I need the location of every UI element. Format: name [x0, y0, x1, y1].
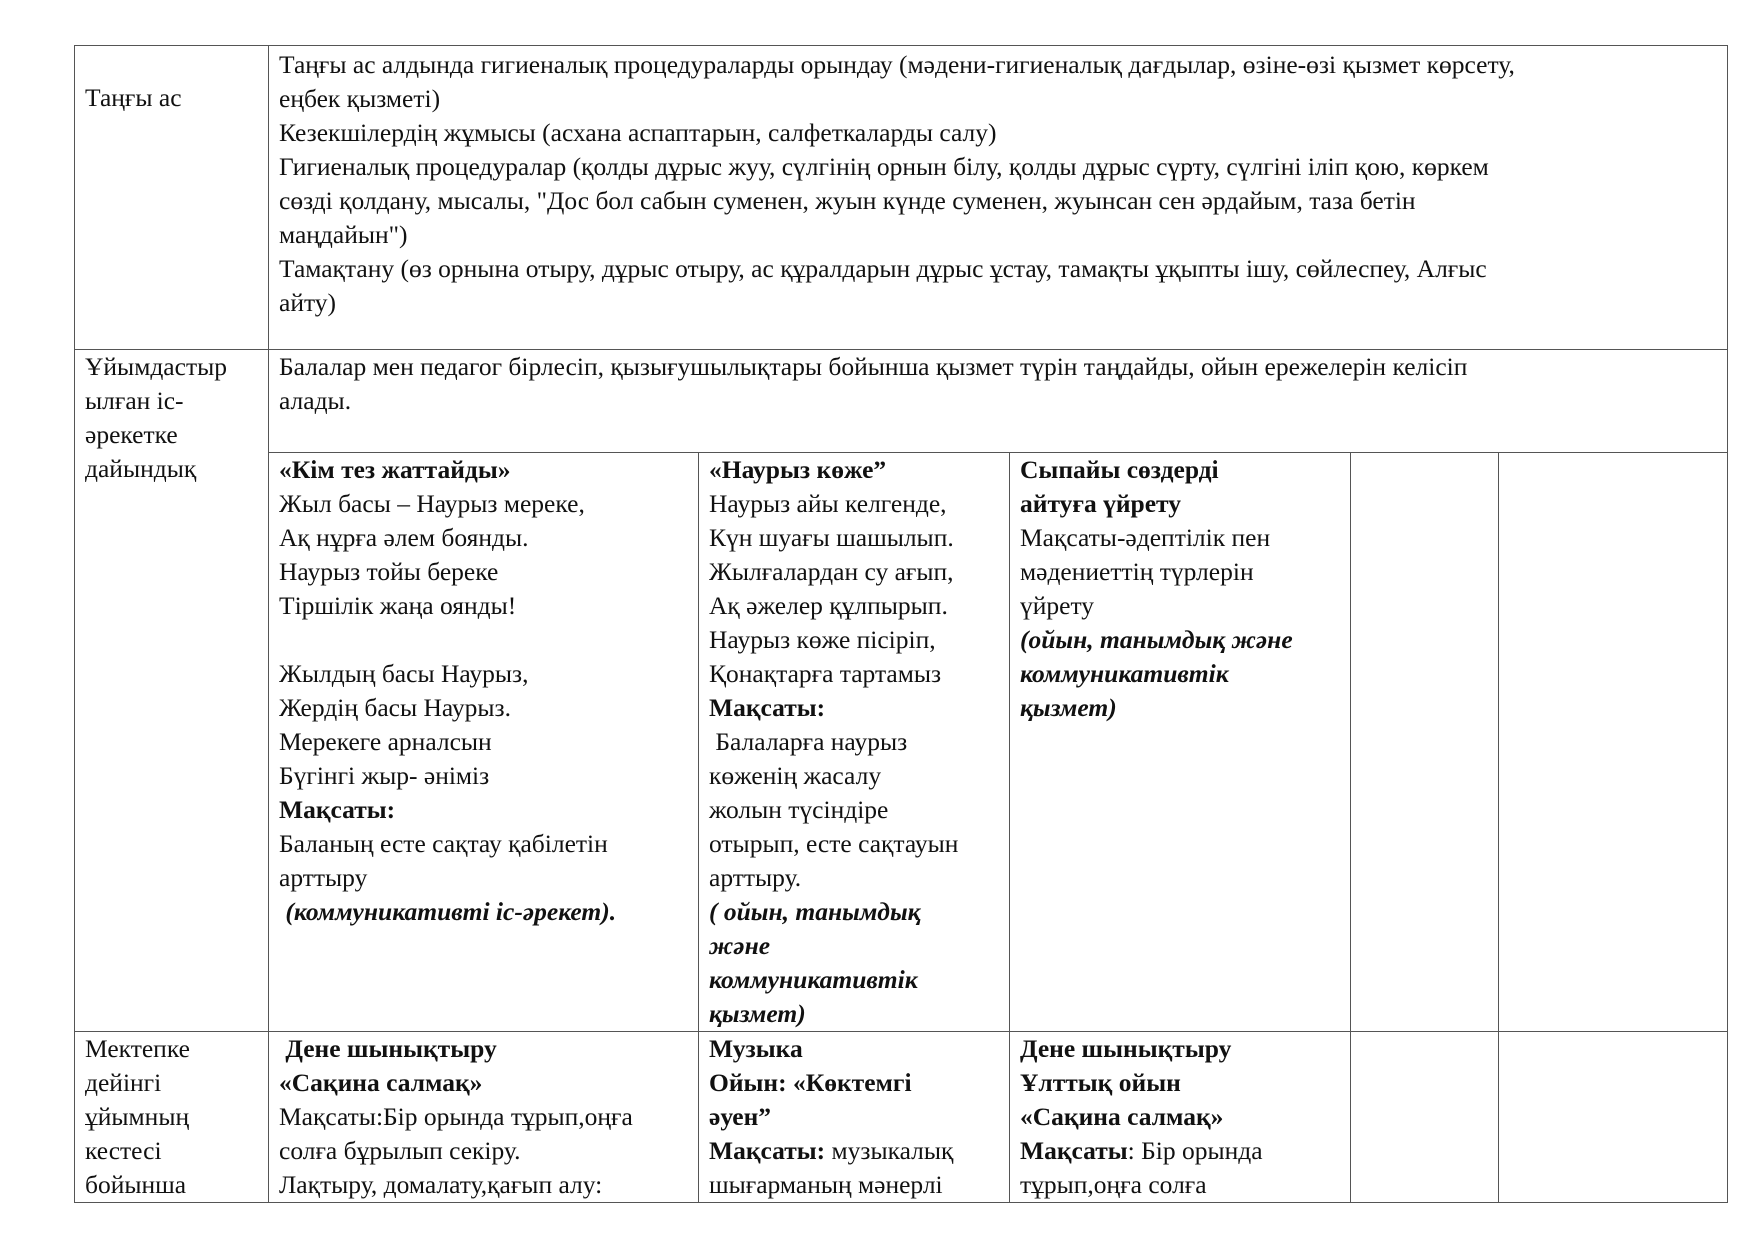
text-line: шығарманың мәнерлі: [709, 1170, 943, 1199]
activity-title: Сыпайы сөздерді: [1020, 455, 1219, 484]
poem-line: Бүгінгі жыр- әніміз: [279, 761, 490, 790]
text-line: маңдайын"): [279, 220, 408, 249]
goal-line: [1020, 1134, 1340, 1168]
empty-cell: [1499, 453, 1728, 1032]
empty-cell: [1351, 453, 1499, 1032]
goal-line: Баланың есте сақтау қабілетін: [279, 829, 608, 858]
activity-type: қызмет): [709, 999, 806, 1028]
table-row-schedule: [75, 1032, 1728, 1203]
poem-line: Ақ әжелер құлпырып.: [709, 591, 948, 620]
row-label-text: ұйымның: [85, 1102, 190, 1131]
text-line: Балалар мен педагог бірлесіп, қызығушылықтары бойынша қызмет түрін таңдайды, ойын ережелерін келісіп: [279, 352, 1468, 381]
row-label-text: дейінгі: [85, 1068, 162, 1097]
text-line: айту): [279, 288, 337, 317]
prep-activity-polite-words: [1010, 453, 1351, 1032]
row-label-schedule: [75, 1032, 269, 1203]
prep-intro: [269, 350, 1728, 453]
row-label-text: кестесі: [85, 1136, 162, 1165]
goal-line: арттыру: [279, 863, 368, 892]
poem-line: Ақ нұрға әлем боянды.: [279, 523, 529, 552]
activity-title: Ойын: «Көктемгі: [709, 1068, 912, 1097]
text-line: Лақтыру, домалату,қағып алу:: [279, 1170, 603, 1199]
goal-line: көженің жасалу: [709, 761, 882, 790]
row-label-text: Мектепке: [85, 1034, 190, 1063]
goal-label: Мақсаты:: [709, 1136, 826, 1165]
row-label-text: әрекетке: [85, 420, 178, 449]
activity-type: және: [709, 931, 771, 960]
schedule-national-game: [1010, 1032, 1351, 1203]
empty-cell: [1351, 1032, 1499, 1203]
goal-label: Мақсаты:: [279, 795, 396, 824]
poem-line: Жылдың басы Наурыз,: [279, 659, 529, 688]
poem-line: Күн шуағы шашылып.: [709, 523, 954, 552]
goal-text: музыкалық: [825, 1136, 954, 1165]
row-label-breakfast: [75, 46, 269, 350]
activity-type: коммуникативтік: [1020, 659, 1229, 688]
activity-title: «Наурыз көже”: [709, 455, 887, 484]
goal-label: Мақсаты:: [709, 693, 826, 722]
goal-line: арттыру.: [709, 863, 802, 892]
prep-activity-nauryz-kozhe: [699, 453, 1010, 1032]
breakfast-description: [269, 46, 1728, 350]
table-row-breakfast: [75, 46, 1728, 350]
row-label-text: Таңғы ас: [85, 83, 182, 112]
row-label-text: Ұйымдастыр: [85, 352, 227, 381]
activity-type: (коммуникативті іс-әрекет).: [279, 897, 617, 926]
activity-title: Музыка: [709, 1034, 803, 1063]
stanza-gap: [279, 623, 688, 657]
activity-type: ( ойын, танымдық: [709, 897, 921, 926]
empty-cell: [1499, 1032, 1728, 1203]
goal-line: жолын түсіндіре: [709, 795, 889, 824]
text-line: сөзді қолдану, мысалы, "Дос бол сабын суменен, жуын күнде суменен, жуынсан сен әрдайым, таза бетін: [279, 186, 1416, 215]
text-line: Тамақтану (өз орнына отыру, дұрыс отыру, ас құралдарын дұрыс ұстау, тамақты ұқыпты ішу, сөйлеспеу, Алғыс: [279, 254, 1487, 283]
poem-line: Наурыз көже пісіріп,: [709, 625, 936, 654]
activity-title: «Сақина салмақ»: [279, 1068, 483, 1097]
poem-line: Жердің басы Наурыз.: [279, 693, 512, 722]
goal-line: үйрету: [1020, 591, 1095, 620]
text-line: Гигиеналық процедуралар (қолды дұрыс жуу, сүлгінің орнын білу, қолды дұрыс сүрту, сүлгіні іліп қою, көркем: [279, 152, 1489, 181]
goal-line: Балаларға наурыз: [709, 727, 908, 756]
goal-line: [709, 1134, 999, 1168]
goal-line: Мақсаты-әдептілік пен: [1020, 523, 1271, 552]
row-label-prep: [75, 350, 269, 1032]
activity-title: Ұлттық ойын: [1020, 1068, 1181, 1097]
daily-plan-table: [74, 45, 1728, 1203]
row-label-text: ылған іс-: [85, 386, 184, 415]
goal-line: отырып, есте сақтауын: [709, 829, 959, 858]
table-row-prep-intro: [75, 350, 1728, 453]
row-label-text: дайындық: [85, 454, 197, 483]
poem-line: Жылғалардан су ағып,: [709, 557, 954, 586]
activity-title: Дене шынықтыру: [1020, 1034, 1232, 1063]
poem-line: Жыл басы – Наурыз мереке,: [279, 489, 585, 518]
goal-text: : Бір орында: [1127, 1136, 1263, 1165]
text-line: Кезекшілердің жұмысы (асхана аспаптарын, салфеткаларды салу): [279, 118, 997, 147]
text-line: тұрып,оңға солға: [1020, 1170, 1207, 1199]
poem-line: Мерекеге арналсын: [279, 727, 492, 756]
activity-title: «Кім тез жаттайды»: [279, 455, 511, 484]
activity-title: айтуға үйрету: [1020, 489, 1181, 518]
goal-label: Мақсаты: [1020, 1136, 1128, 1165]
row-label-text: бойынша: [85, 1170, 187, 1199]
activity-type: қызмет): [1020, 693, 1117, 722]
activity-type: (ойын, танымдық және: [1020, 625, 1293, 654]
schedule-physical-education: [269, 1032, 699, 1203]
activity-title: «Сақина салмақ»: [1020, 1102, 1224, 1131]
goal-line: мәдениеттің түрлерін: [1020, 557, 1254, 586]
poem-line: Наурыз айы келгенде,: [709, 489, 947, 518]
activity-type: коммуникативтік: [709, 965, 918, 994]
poem-line: Қонақтарға тартамыз: [709, 659, 942, 688]
schedule-music: [699, 1032, 1010, 1203]
activity-title: әуен”: [709, 1102, 772, 1131]
text-line: еңбек қызметі): [279, 84, 441, 113]
text-line: Таңғы ас алдында гигиеналық процедураларды орындау (мәдени-гигиеналық дағдылар, өзіне-өзі қызмет көрсету,: [279, 50, 1515, 79]
text-line: Мақсаты:Бір орында тұрып,оңға: [279, 1102, 633, 1131]
text-line: солға бұрылып секіру.: [279, 1136, 521, 1165]
text-line: алады.: [279, 386, 352, 415]
prep-activity-memorize: [269, 453, 699, 1032]
activity-title: Дене шынықтыру: [279, 1034, 497, 1063]
poem-line: Тіршілік жаңа оянды!: [279, 591, 517, 620]
table-row-prep-activities: [75, 453, 1728, 1032]
poem-line: Наурыз тойы береке: [279, 557, 499, 586]
